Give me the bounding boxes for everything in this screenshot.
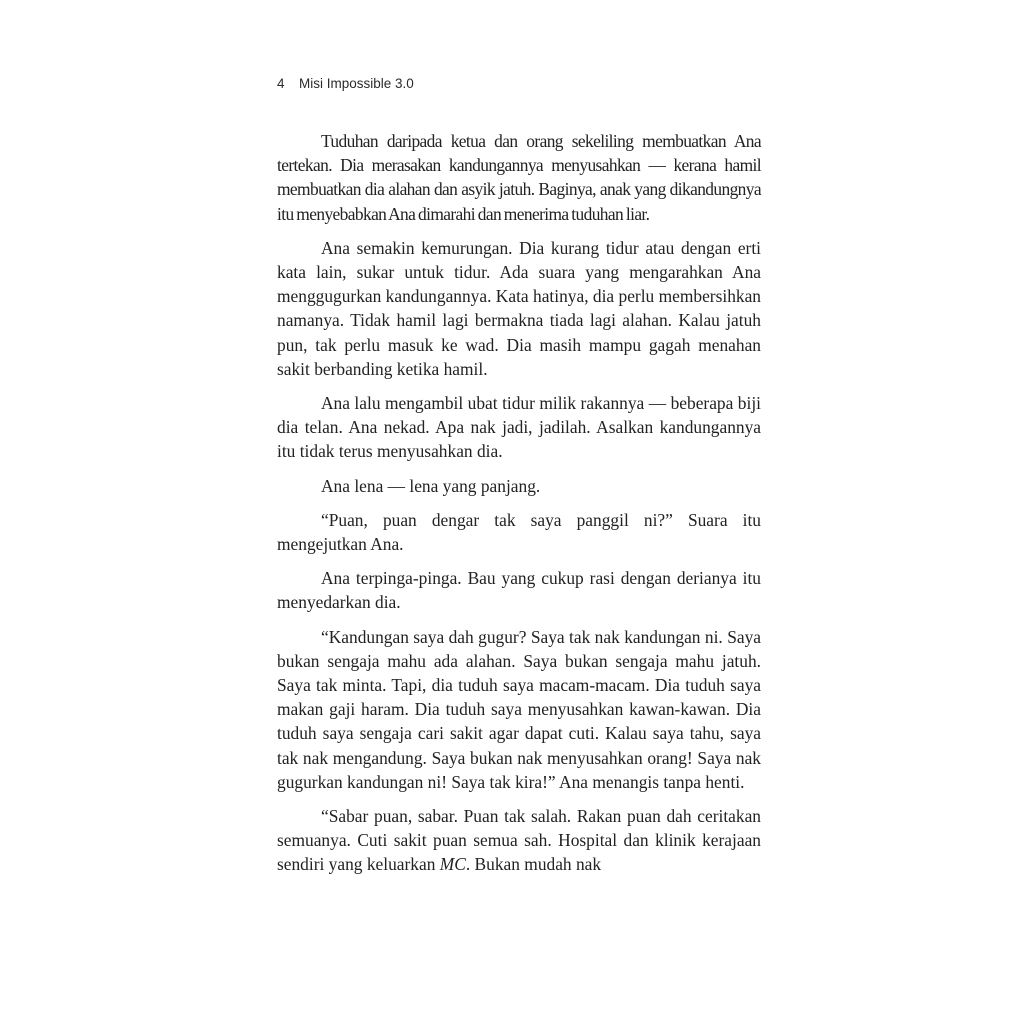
text-run: “Sabar puan, sabar. Puan tak salah. Rakan puan dah ceritakan semuanya. Cuti sakit puan semua sah. Hospital dan klinik kerajaan sendiri yang keluarkan (277, 806, 761, 875)
paragraph: “Puan, puan dengar tak saya panggil ni?” Suara itu mengejutkan Ana. (277, 509, 761, 555)
paragraph: Ana lena — lena yang panjang. (321, 475, 541, 496)
paragraph-last (277, 804, 761, 877)
paragraph: Ana semakin kemurungan. Dia kurang tidur atau dengan erti kata lain, sukar untuk tidur. Ada suara yang mengarahkan Ana menggugurkan kandungannya. Kata hatinya, dia perlu membersihkan namanya. Tidak hamil lagi bermakna tiada lagi alahan. Kalau jatuh pun, tak perlu masuk ke wad. Dia masih mampu gagah menahan sakit berbanding ketika hamil. (277, 237, 761, 379)
paragraph: Ana lalu mengambil ubat tidur milik rakannya — beberapa biji dia telan. Ana nekad. Apa nak jadi, jadilah. Asalkan kandungannya itu tidak terus menyusahkan dia. (277, 393, 761, 462)
paragraph: “Kandungan saya dah gugur? Saya tak nak kandungan ni. Saya bukan sengaja mahu ada alahan. Saya bukan sengaja mahu jatuh. Saya tak minta. Tapi, dia tuduh saya macam-macam. Dia tuduh saya makan gaji haram. Dia tuduh saya menyusahkan kawan-kawan. Dia tuduh saya sengaja cari sakit agar dapat cuti. Kalau saya tahu, saya tak nak mengandung. Saya bukan nak menyusahkan orang! Saya nak gugurkan kandungan ni! Saya tak kira!” Ana menangis tanpa henti. (277, 626, 761, 792)
paragraph: Tuduhan daripada ketua dan orang sekeliling membuatkan Ana tertekan. Dia merasakan kandungannya menyusahkan — kerana hamil membuatkan dia alahan dan asyik jatuh. Baginya, anak yang dikandungnya itu menyebabkan Ana dimarahi dan menerima tuduhan liar. (277, 131, 761, 224)
text-run: . Bukan mudah nak (465, 854, 602, 875)
page-number: 4 (277, 76, 285, 91)
book-title: Misi Impossible 3.0 (299, 76, 414, 91)
italic-abbreviation: MC (439, 854, 466, 875)
paragraph: Ana terpinga-pinga. Bau yang cukup rasi dengan derianya itu menyedarkan dia. (277, 568, 761, 613)
running-header (277, 76, 414, 91)
body-text (277, 129, 761, 887)
